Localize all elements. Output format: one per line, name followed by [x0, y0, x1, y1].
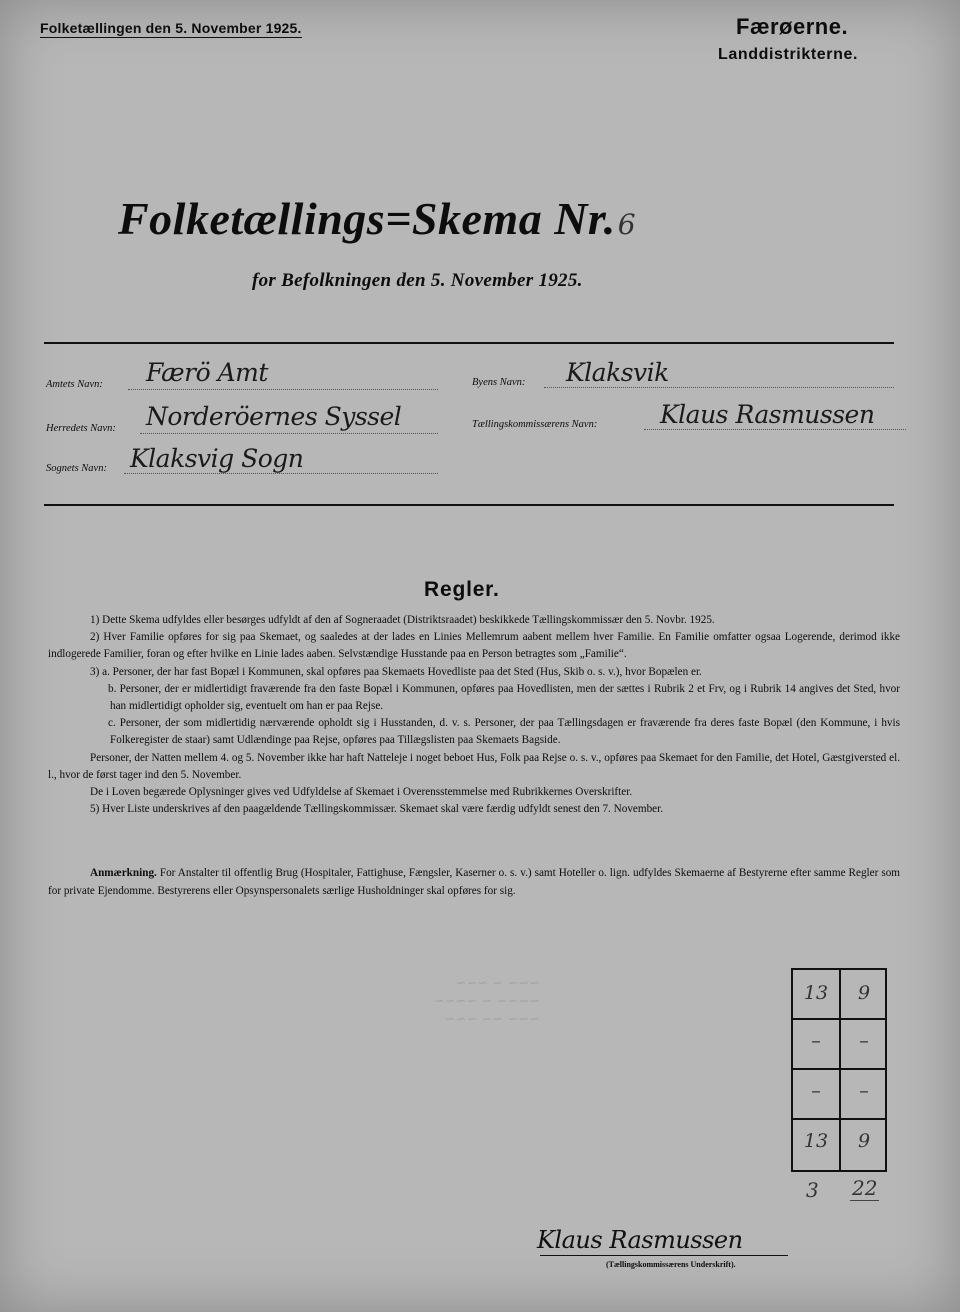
sogn-line [124, 473, 438, 474]
byens-line [544, 387, 894, 388]
header-region: Færøerne. [736, 14, 849, 39]
rule-2: 2) Hver Familie opføres for sig paa Skemaet, og saaledes at der lades en Linies Mellemrum aabent mellem hver Familie. En Familie omfatter ogsaa Logerende, derimod ikke indlogerede Familier, foran og efter hvilke en Linie lades aaben. Selvstændige Husstande paa en Person betragtes som „Familie“. [48, 631, 900, 661]
regler-heading: Regler. [424, 578, 500, 601]
kommissaer-value: Klaus Rasmussen [660, 400, 875, 429]
anmaerkning-label: Anmærkning. [90, 867, 157, 879]
amt-label: Amtets Navn: [46, 379, 103, 390]
tally-cell: 9 [857, 982, 871, 1004]
amt-line [128, 389, 438, 390]
herred-label: Herredets Navn: [46, 423, 116, 434]
anmaerkning-text: For Anstalter til offentlig Brug (Hospitaler, Fattighuse, Fængsler, Kaserner o. s. v.) samt Hoteller o. lign. udfyldes Skemaerne af Bestyrerne efter samme Regler som for private Ejendomme. Bestyrerens eller Opsynspersonalets særlige Husholdninger skal opføres for sig. [48, 867, 901, 897]
herred-line [140, 433, 438, 434]
rule-3d: Personer, der Natten mellem 4. og 5. November ikke har haft Natteleje i noget beboet Hus, Folk paa Rejse o. s. v., opføres paa Skemaet for den Familie, det Hotel, Gæstgiversted el. l., hvor de først tager ind den 5. November. [48, 751, 900, 781]
header-census-date: Folketællingen den 5. November 1925. [40, 20, 302, 36]
tally-row-line [793, 1018, 885, 1020]
top-rule [44, 342, 894, 344]
rule-4: De i Loven begærede Oplysninger gives ved Udfyldelse af Skemaet i Overensstemmelse med Rubrikkernes Overskrifter. [90, 786, 633, 799]
tally-cell: – [859, 1030, 869, 1052]
bottom-rule [44, 504, 894, 506]
tally-box [791, 968, 887, 1172]
tally-cell: 13 [803, 1130, 829, 1152]
anmaerkning-block [48, 864, 900, 900]
form-title [118, 192, 636, 245]
tally-cell: – [811, 1080, 821, 1102]
tally-cell: – [811, 1030, 821, 1052]
signature-caption: (Tællingskommissærens Underskrift). [606, 1260, 736, 1269]
rule-3a: 3) a. Personer, der har fast Bopæl i Kommunen, skal opføres paa Skemaets Hovedliste paa det Sted (Hus, Skib o. s. v.), hvor Bopælen er. [90, 665, 702, 678]
amt-value: Færö Amt [146, 358, 268, 387]
sogn-value: Klaksvig Sogn [130, 444, 304, 473]
tally-cell: – [859, 1080, 869, 1102]
rule-3c: c. Personer, der som midlertidig nærværende opholdt sig i Husstanden, d. v. s. Personer, der paa Tællingsdagen er fraværende fra deres faste Bopæl (den Kommune, i hvis Folkeregister de staar) samt Udlændinge paa Rejse, opføres paa Tillægslisten paa Skemaets Bagside. [108, 717, 900, 747]
form-subtitle: for Befolkningen den 5. November 1925. [252, 270, 583, 291]
signature-line [540, 1255, 788, 1256]
rule-1: 1) Dette Skema udfyldes eller besørges udfyldt af den af Sogneraadet (Distriktsraadet) beskikkede Tællingskommissær den 5. Novbr. 1925. [90, 614, 715, 626]
byens-value: Klaksvik [566, 358, 669, 387]
byens-label: Byens Navn: [472, 377, 526, 388]
herred-value: Norderöernes Syssel [146, 402, 402, 431]
tally-row-line [793, 1118, 885, 1120]
tally-cell: 13 [803, 982, 829, 1004]
kommissaer-line [644, 429, 906, 430]
form-title-text: Folketællings=Skema Nr. [118, 193, 616, 244]
tally-total-left: 3 [806, 1178, 819, 1202]
tally-row-line [793, 1068, 885, 1070]
regler-text [48, 612, 900, 818]
tally-cell: 9 [857, 1130, 871, 1152]
bleed-through-marks: ~~~ ~ ~~~ ~~~~ ~ ~~~~ ~~~ ~~ ~~~ [433, 976, 540, 1027]
sogn-label: Sognets Navn: [46, 463, 107, 474]
tally-total-right: 22 [852, 1176, 878, 1200]
form-number: 6 [617, 208, 637, 241]
kommissaer-label: Tællingskommissærens Navn: [472, 419, 598, 430]
rule-5: 5) Hver Liste underskrives af den paagældende Tællingskommissær. Skemaet skal være færdig udfyldt senest den 7. November. [90, 803, 664, 816]
signature: Klaus Rasmussen [537, 1226, 743, 1254]
rule-3b: b. Personer, der er midlertidigt fraværende fra den faste Bopæl i Kommunen, opføres paa Hovedlisten, men der sættes i Rubrik 2 et Frv, og i Rubrik 14 angives det Sted, hvor han midlertidigt opholder sig, eventuelt om han er paa Rejse. [108, 682, 900, 713]
header-district-type: Landdistrikterne. [718, 46, 859, 63]
